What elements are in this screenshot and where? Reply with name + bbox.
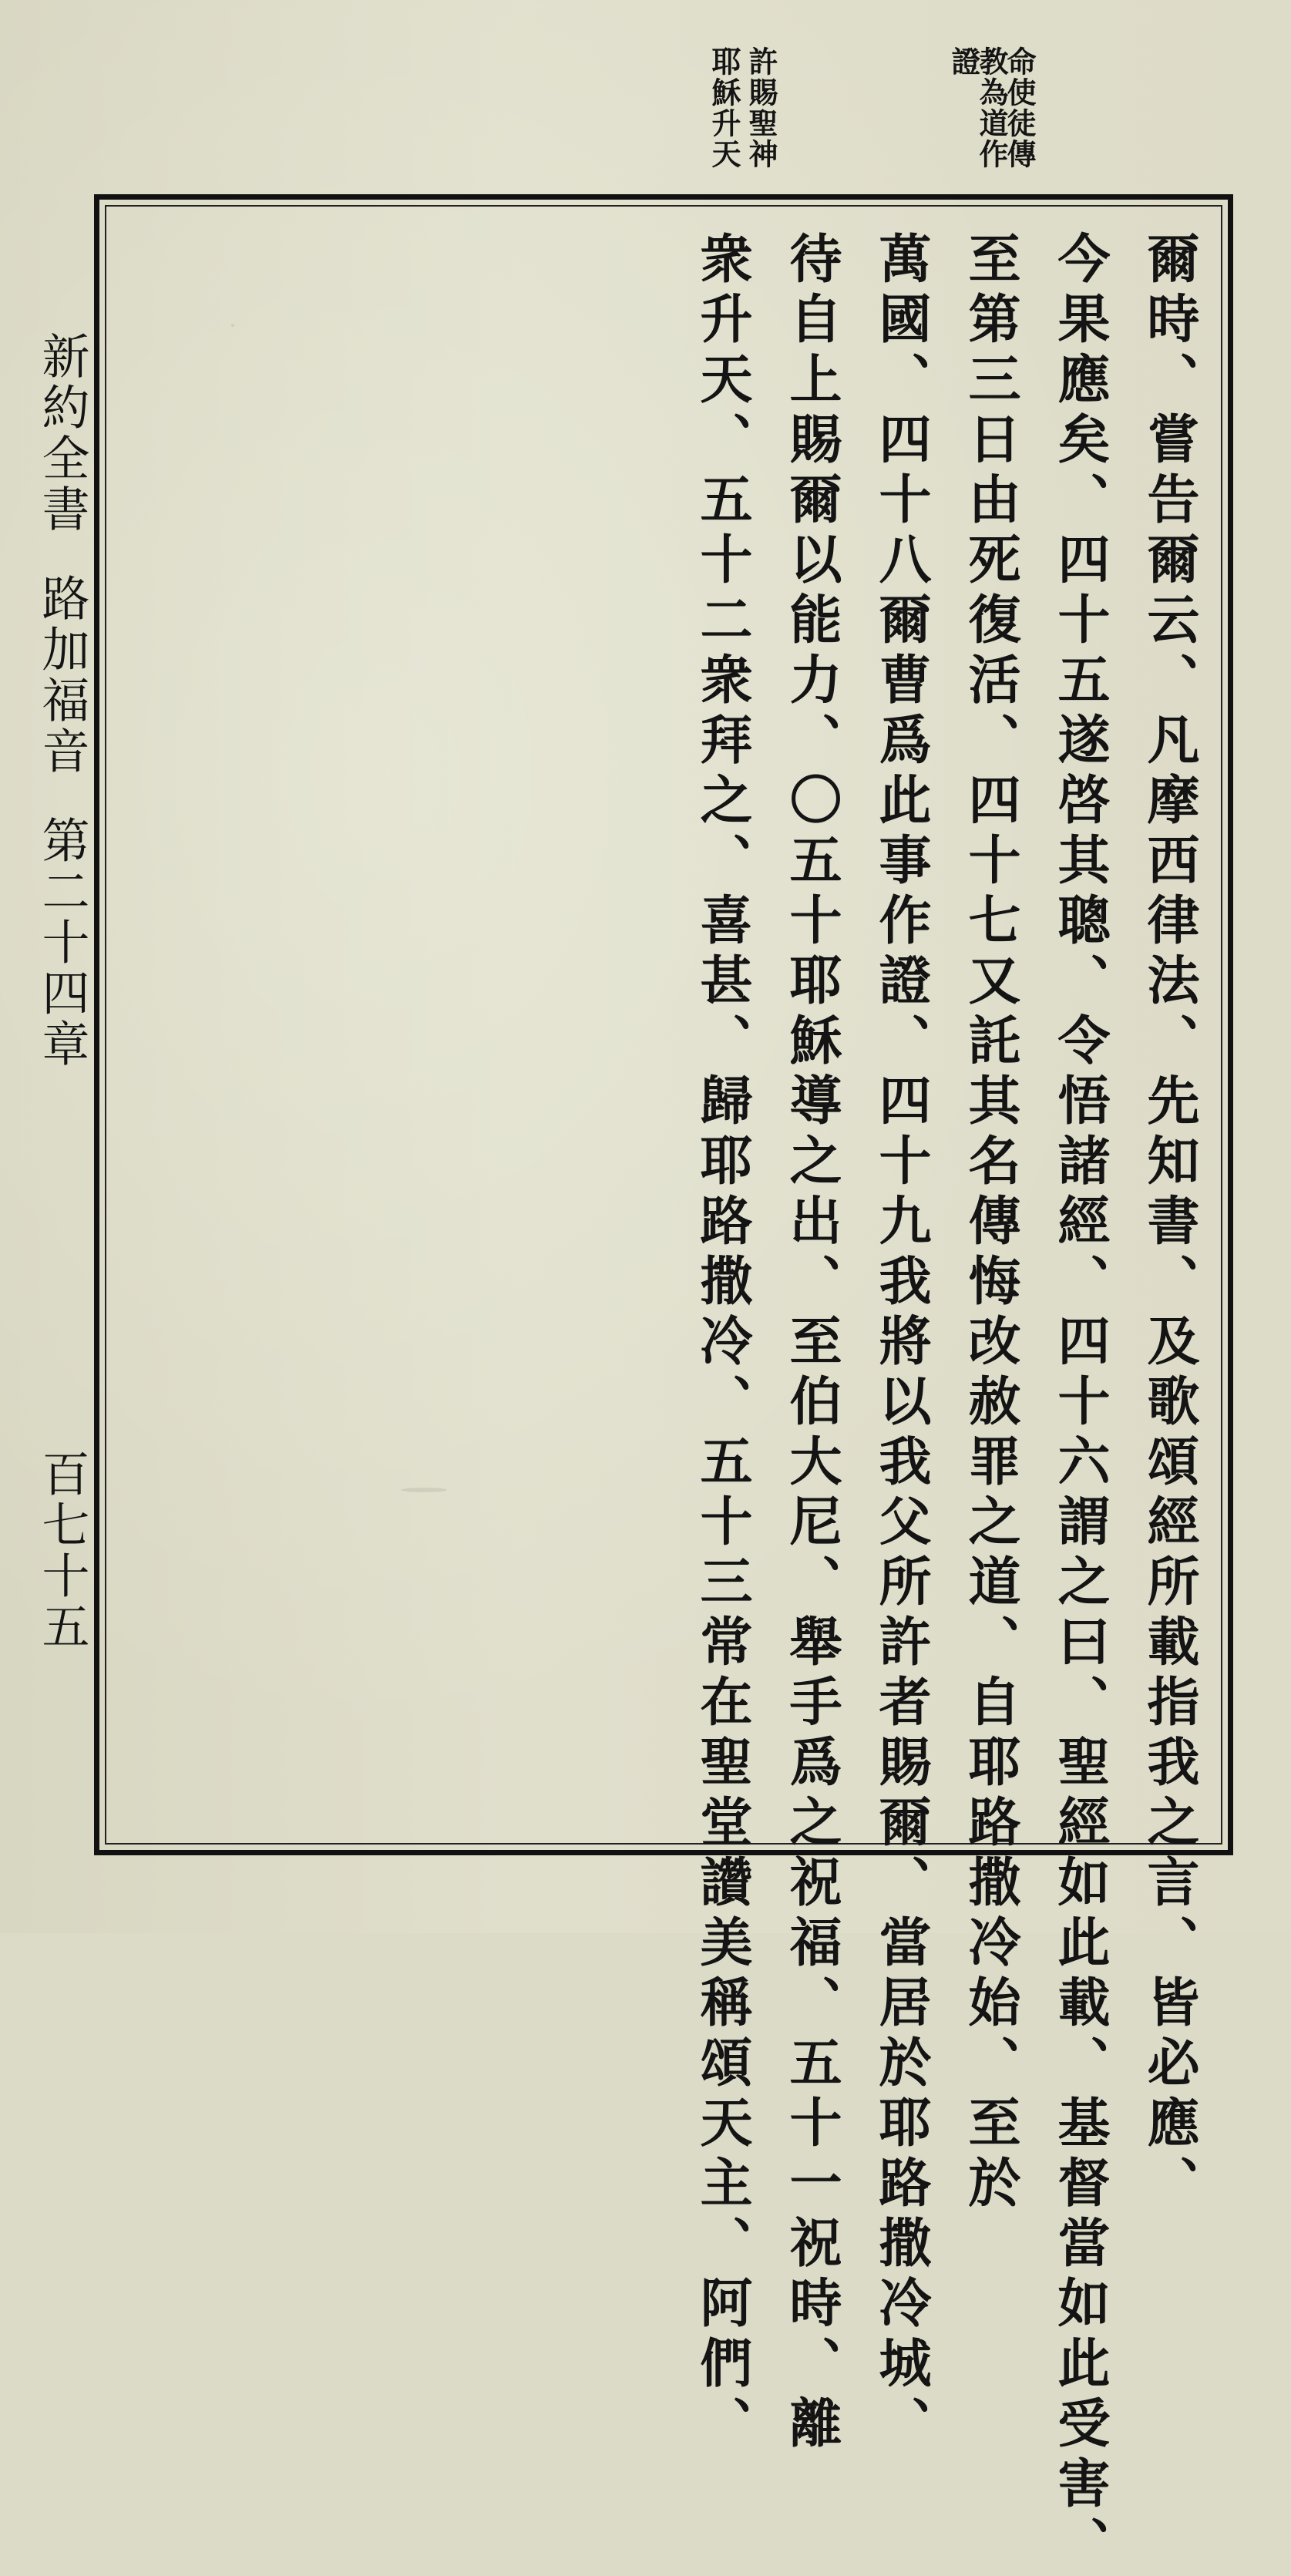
margin-note-line: 教為道作 [974, 46, 1009, 170]
margin-note-ascension: 耶穌升天 [707, 46, 741, 170]
margin-note-line: 證 [946, 46, 981, 77]
page-number: 百七十五 [34, 1449, 90, 1653]
text-column-3: 至第三日由死復活、四十七又託其名傳悔改赦罪之道、自耶路撒冷始、至於 [960, 231, 1021, 2215]
text-column-5: 待自上賜爾以能力、〇五十耶穌導之出、至伯大尼、舉手爲之祝福、五十一祝時、離 [781, 231, 842, 2456]
margin-note-line: 命使徒傳 [1002, 46, 1037, 170]
running-head [31, 331, 92, 1070]
text-column-2: 今果應矣、四十五遂啓其聰、令悟諸經、四十六謂之曰、聖經如此載、基督當如此受害、 [1049, 231, 1111, 2576]
text-column-6: 衆升天、五十二衆拜之、喜甚、歸耶路撒冷、五十三常在聖堂讚美稱頌天主、阿們、 [691, 231, 753, 2456]
margin-note-commission [783, 46, 1037, 170]
chapter-title: 第二十四章 [34, 816, 90, 1070]
text-column-1: 爾時、嘗告爾云、凡摩西律法、先知書、及歌頌經所載指我之言、皆必應、 [1138, 231, 1200, 2215]
main-text [677, 231, 1214, 2576]
margin-note-holy-spirit: 許賜聖神 [744, 46, 778, 170]
margin-notes [510, 46, 1037, 170]
gospel-title: 路加福音 [34, 573, 90, 777]
book-title: 新約全書 [34, 331, 90, 535]
text-column-4: 萬國、四十八爾曹爲此事作證、四十九我將以我父所許者賜爾、當居於耶路撒冷城、 [870, 231, 932, 2456]
